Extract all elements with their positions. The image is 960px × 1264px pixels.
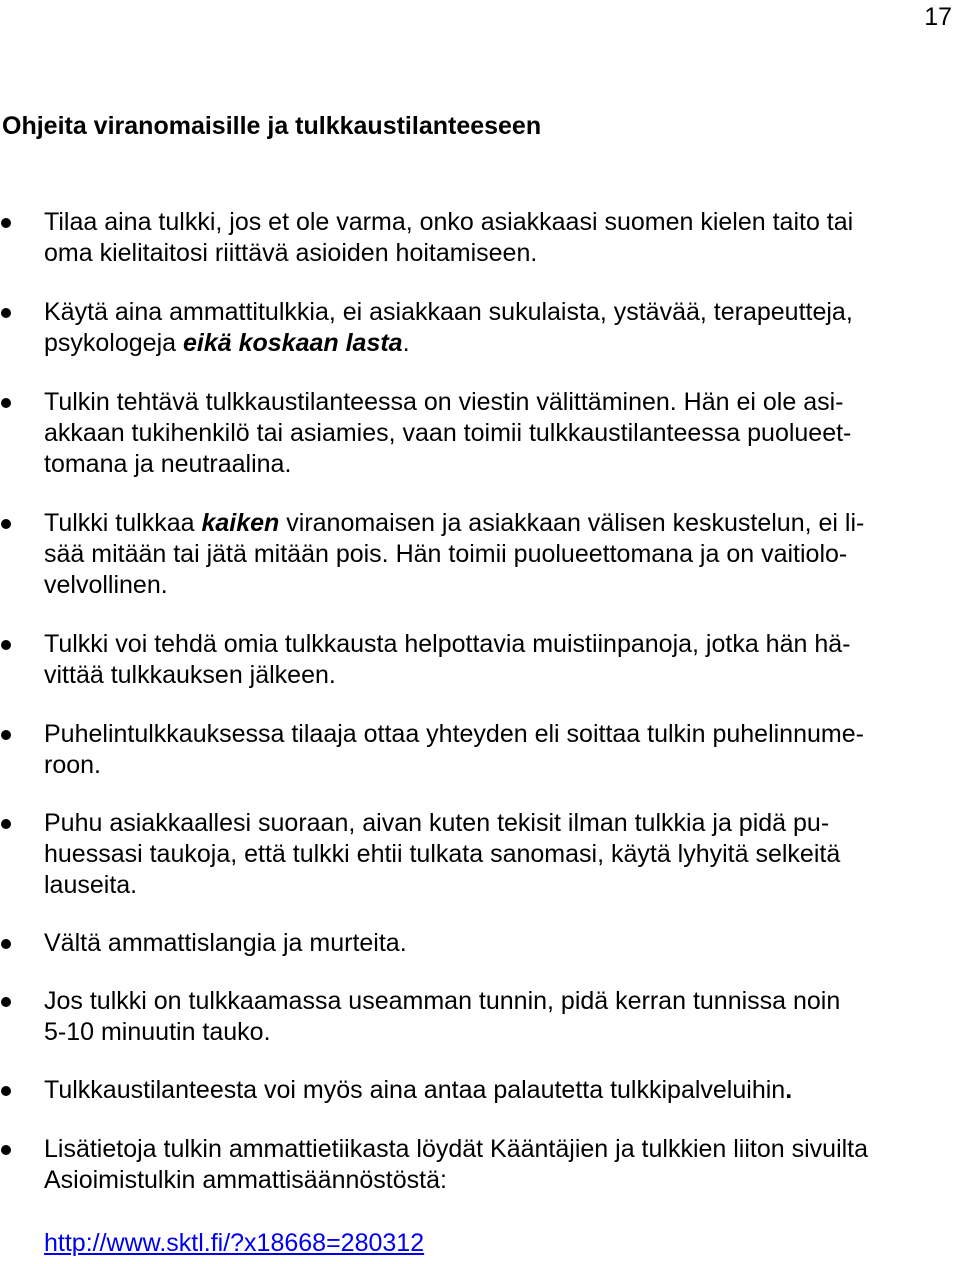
list-item-line: Vältä ammattislangia ja murteita. — [44, 929, 407, 957]
list-item-line: oma kielitaitosi riittävä asioiden hoitamiseen. — [44, 239, 538, 267]
list-item-line: Jos tulkki on tulkkaamassa useamman tunnin, pidä kerran tunnissa noin — [44, 987, 841, 1015]
list-item-line: Asioimistulkin ammattisäännöstöstä: — [44, 1166, 447, 1194]
list-item-line: Lisätietoja tulkin ammattietiikasta löydät Kääntäjien ja tulkkien liiton sivuilta — [44, 1135, 869, 1163]
emphasis-text: eikä koskaan lasta — [182, 329, 403, 357]
bullet-icon — [1, 218, 11, 228]
list-item — [44, 297, 959, 359]
list-item-line: Käytä aina ammattitulkkia, ei asiakkaan sukulaista, ystävää, terapeutteja, — [44, 298, 853, 326]
bullet-icon — [1, 519, 11, 529]
list-item — [44, 508, 959, 601]
list-item — [44, 928, 959, 959]
bullet-icon — [1, 730, 11, 740]
list-item — [44, 629, 959, 691]
page-number: 17 — [924, 3, 952, 31]
bullet-icon — [1, 308, 11, 318]
bullet-icon — [1, 997, 11, 1007]
list-item — [44, 719, 959, 781]
emphasis-text: kaiken — [201, 509, 280, 537]
list-item-line: psykologeja eikä koskaan lasta. — [44, 329, 410, 357]
bullet-icon — [1, 640, 11, 650]
list-item — [44, 986, 959, 1048]
list-item — [44, 808, 959, 901]
list-item-line: Tulkin tehtävä tulkkaustilanteessa on viestin välittäminen. Hän ei ole asi- — [44, 388, 844, 416]
list-item — [44, 207, 959, 269]
bullet-icon — [1, 819, 11, 829]
list-item-line: akkaan tukihenkilö tai asiamies, vaan toimii tulkkaustilanteessa puolueet- — [44, 419, 852, 447]
list-item — [44, 1075, 959, 1106]
list-item-line: Tulkki tulkkaa kaiken viranomaisen ja asiakkaan välisen keskustelun, ei li- — [44, 509, 865, 537]
list-item-line: sää mitään tai jätä mitään pois. Hän toimii puolueettomana ja on vaitiolo- — [44, 540, 848, 568]
list-item-line: velvollinen. — [44, 571, 168, 599]
list-item — [44, 1134, 959, 1196]
list-item — [44, 387, 959, 480]
list-item-line: roon. — [44, 751, 101, 779]
list-item-line: Tilaa aina tulkki, jos et ole varma, onko asiakkaasi suomen kielen taito tai — [44, 208, 854, 236]
list-item-line: vittää tulkkauksen jälkeen. — [44, 661, 336, 689]
list-item-line: lauseita. — [44, 871, 138, 899]
list-item-line: Tulkki voi tehdä omia tulkkausta helpottavia muistiinpanoja, jotka hän hä- — [44, 630, 851, 658]
page-title: Ohjeita viranomaisille ja tulkkaustilanteeseen — [2, 112, 542, 140]
list-item-line: 5-10 minuutin tauko. — [44, 1018, 271, 1046]
bullet-icon — [1, 398, 11, 408]
list-item-line: Puhu asiakkaallesi suoraan, aivan kuten tekisit ilman tulkkia ja pidä pu- — [44, 809, 830, 837]
list-item-line: huessasi taukoja, että tulkki ehtii tulkata sanomasi, käytä lyhyitä selkeitä — [44, 840, 841, 868]
bullet-icon — [1, 1145, 11, 1155]
list-item-line: Puhelintulkkauksessa tilaaja ottaa yhteyden eli soittaa tulkin puhelinnume- — [44, 720, 864, 748]
list-item-line: tomana ja neutraalina. — [44, 450, 292, 478]
sktl-link[interactable]: http://www.sktl.fi/?x18668=280312 — [44, 1229, 425, 1257]
bullet-icon — [1, 939, 11, 949]
list-item-line: Tulkkaustilanteesta voi myös aina antaa palautetta tulkkipalveluihin. — [44, 1076, 793, 1104]
bullet-icon — [1, 1086, 11, 1096]
